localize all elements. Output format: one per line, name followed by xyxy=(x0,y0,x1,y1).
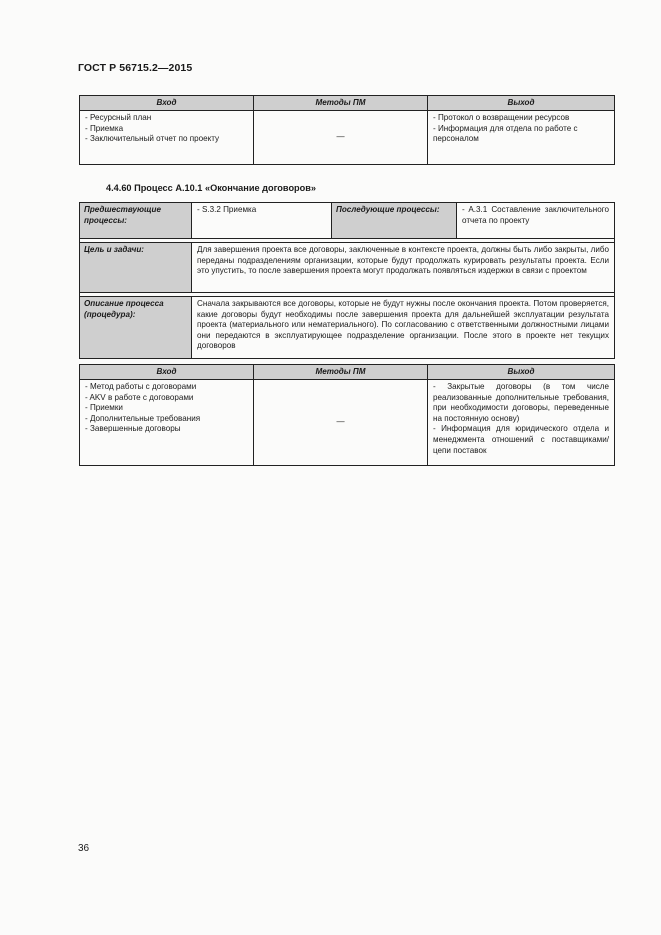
process-table xyxy=(79,202,615,359)
list-item: - Протокол о возвращении ресурсов xyxy=(433,113,570,122)
list-item: - Дополнительные требования xyxy=(85,413,201,423)
list-item: - Ресурсный план xyxy=(85,113,152,122)
input-cell xyxy=(80,380,254,466)
predecessors-value: - S.3.2 Приемка xyxy=(192,203,332,239)
list-item: - Закрытые договоры (в том числе реализованные дополнительные требования, при необходимости договоры, переведенные на постоянную основу) xyxy=(433,382,609,423)
list-item: - Информация для юридического отдела и менеджмента отношений с поставщиками/цепи поставок xyxy=(433,424,609,455)
methods-cell: — xyxy=(254,380,428,466)
list-item: - Информация для отдела по работе с персоналом xyxy=(433,123,578,144)
section-title: 4.4.60 Процесс А.10.1 «Окончание договоров» xyxy=(106,183,317,193)
list-item: - Заключительный отчет по проекту xyxy=(85,134,220,144)
goal-label: Цель и задачи: xyxy=(80,243,192,293)
successors-label: Последующие процессы: xyxy=(332,203,457,239)
list-item: - Метод работы с договорами xyxy=(85,382,197,391)
output-cell xyxy=(428,111,615,165)
col-header-output: Выход xyxy=(428,365,615,380)
col-header-input: Вход xyxy=(80,96,254,111)
input-cell xyxy=(80,111,254,165)
list-item: - Приемки xyxy=(85,403,123,413)
output-cell xyxy=(428,380,615,466)
description-text: Сначала закрываются все договоры, которые не будут нужны после окончания проекта. Потом проверяется, какие договоры будут необходимы после завершения проекта для дальнейшей эксплуатации результата проекта (материального или нематериального). По согласованию с ответственными должностными лицами они передаются в эксплуатирующее подразделение организации. После этого в проекте нет текущих договоров xyxy=(192,297,615,359)
list-item: - Приемка xyxy=(85,123,124,133)
col-header-methods: Методы ПМ xyxy=(254,365,428,380)
page-number: 36 xyxy=(78,843,90,854)
document-header: ГОСТ Р 56715.2—2015 xyxy=(78,62,193,74)
io-table-1 xyxy=(79,95,615,165)
list-item: - Завершенные договоры xyxy=(85,424,181,434)
col-header-output: Выход xyxy=(428,96,615,111)
successors-value: - A.3.1 Составление заключительного отчета по проекту xyxy=(457,203,615,239)
goal-text: Для завершения проекта все договоры, заключенные в контексте проекта, должны быть либо закрыты, либо переданы подразделениям организации, которые будут продолжать курировать результаты проекта. Если это упустить, то после завершения проекта могут продолжать появляться издержки в связи с проектом xyxy=(192,243,615,293)
description-label: Описание процесса (процедура): xyxy=(80,297,192,359)
io-table-2 xyxy=(79,364,615,466)
list-item: - AKV в работе с договорами xyxy=(85,392,194,402)
methods-cell: — xyxy=(254,111,428,165)
predecessors-label: Предшествующие процессы: xyxy=(80,203,192,239)
col-header-input: Вход xyxy=(80,365,254,380)
col-header-methods: Методы ПМ xyxy=(254,96,428,111)
